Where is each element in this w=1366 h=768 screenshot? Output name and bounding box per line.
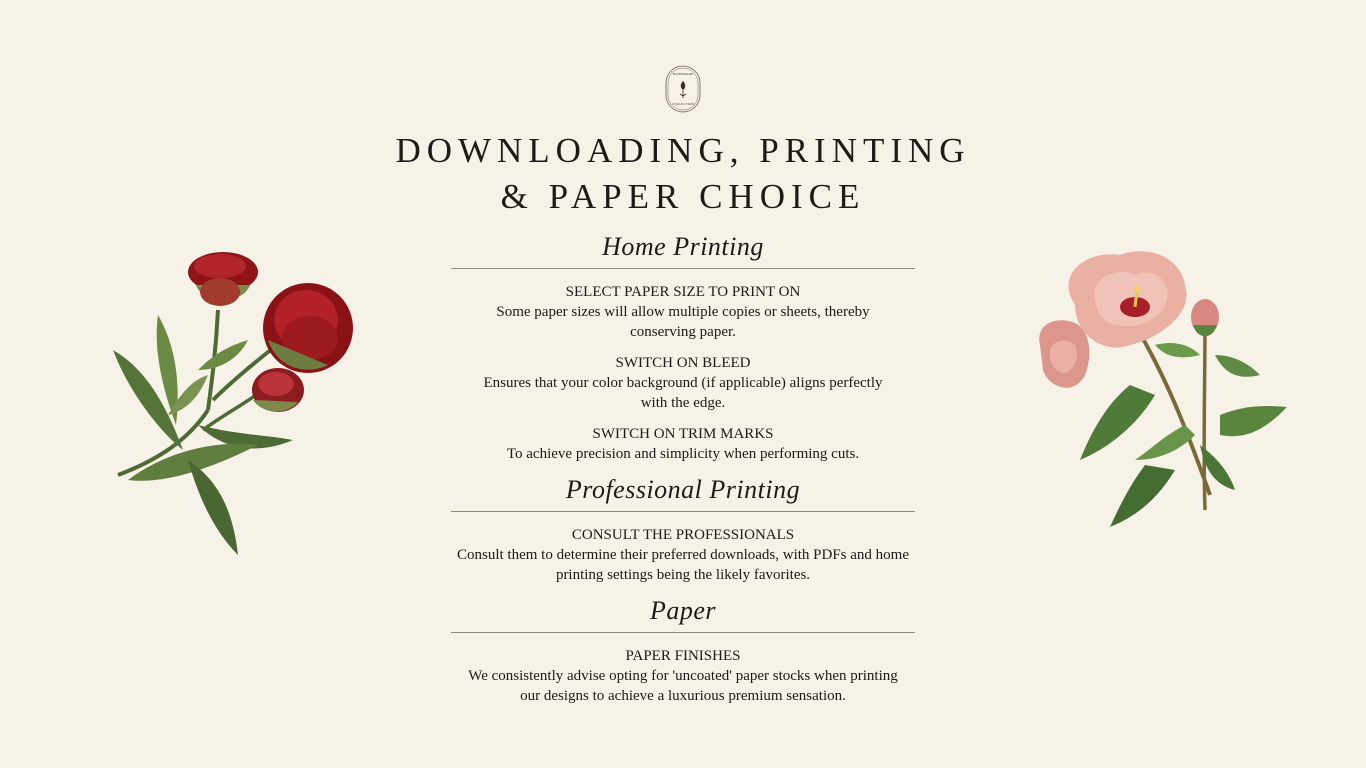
brand-logo-badge [665, 65, 701, 113]
section-heading-paper: Paper [649, 596, 717, 625]
item-description: Consult them to determine their preferred downloads, with PDFs and home printing settings being the likely favorites. [457, 547, 909, 583]
page-title [383, 128, 983, 220]
item-label: PAPER FINISHES [625, 648, 741, 664]
svg-text:HANDMADE: HANDMADE [672, 72, 694, 76]
info-item-paper-size [451, 282, 915, 342]
item-label: SWITCH ON TRIM MARKS [592, 426, 774, 442]
info-item-consult [451, 525, 915, 585]
item-description: To achieve precision and simplicity when performing cuts. [506, 446, 860, 462]
svg-text:COLLECTION: COLLECTION [672, 102, 694, 106]
item-description: Some paper sizes will allow multiple copies or sheets, thereby conserving paper. [496, 304, 870, 340]
item-description: We consistently advise opting for 'uncoated' paper stocks when printing our designs to achieve a luxurious premium sensation. [468, 668, 898, 704]
item-label: CONSULT THE PROFESSIONALS [571, 527, 795, 543]
title-line-2: & PAPER CHOICE [500, 177, 866, 216]
item-label: SELECT PAPER SIZE TO PRINT ON [565, 284, 801, 300]
pink-hibiscus-illustration [1035, 245, 1290, 535]
info-item-bleed [451, 353, 915, 413]
item-description: Ensures that your color background (if applicable) aligns perfectly with the edge. [483, 375, 883, 411]
section-divider [451, 632, 915, 633]
info-item-paper-finishes [451, 646, 915, 706]
item-label: SWITCH ON BLEED [615, 355, 751, 371]
section-heading-home-printing: Home Printing [602, 232, 764, 261]
red-carnation-illustration [108, 250, 358, 560]
title-line-1: DOWNLOADING, PRINTING [395, 131, 971, 170]
info-item-trim-marks [451, 424, 915, 464]
section-divider [451, 268, 915, 269]
section-heading-professional-printing: Professional Printing [565, 475, 801, 504]
section-divider [451, 511, 915, 512]
